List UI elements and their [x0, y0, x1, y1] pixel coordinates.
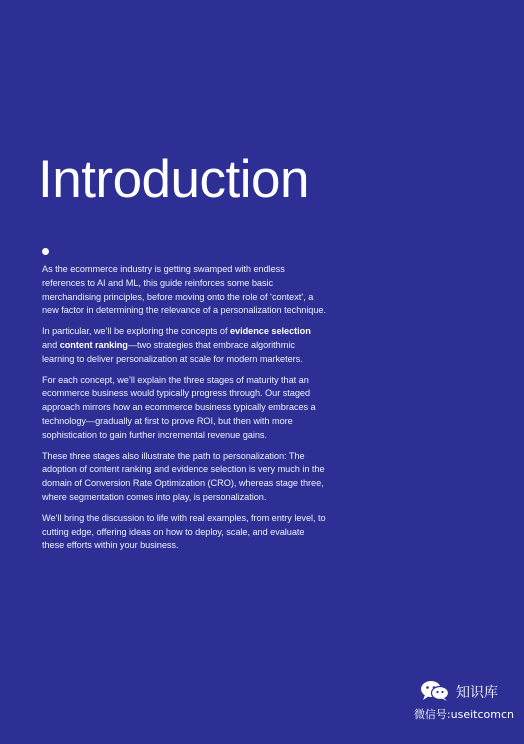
intro-body [42, 263, 327, 560]
wechat-icon [420, 680, 450, 702]
paragraph [42, 374, 327, 443]
bold-term: evidence selection [230, 326, 311, 337]
watermark [404, 680, 514, 726]
text-run: We’ll bring the discussion to life with real examples, from entry level, to cutting edge, offering ideas on how to deploy, scale, and evaluate these efforts within your business. [42, 512, 326, 551]
text-run: In particular, we’ll be exploring the concepts of [42, 326, 230, 337]
paragraph [42, 263, 327, 318]
text-run: As the ecommerce industry is getting swamped with endless references to AI and ML, this guide reinforces some basic merchandising principles, before moving onto the role of ‘context’, a new factor in determining the relevance of a personalization technique. [42, 264, 326, 316]
text-run: and [42, 339, 60, 350]
watermark-account: 微信号:useitcomcn [413, 708, 514, 721]
paragraph [42, 325, 327, 366]
watermark-brand: 知识库 [456, 685, 498, 701]
page-title: Introduction [38, 150, 309, 209]
bullet-marker [42, 248, 49, 255]
text-run: These three stages also illustrate the path to personalization: The adoption of content ranking and evidence selection is very much in the domain of Conversion Rate Optimization (CRO), whereas stage three, where segmentation comes into play, is personalization. [42, 450, 325, 502]
paragraph [42, 450, 327, 505]
text-run: —two strategies that embrace algorithmic learning to deliver personalization at scale for modern marketers. [42, 339, 303, 364]
bold-term: content ranking [59, 339, 128, 350]
paragraph [42, 512, 327, 553]
text-run: For each concept, we’ll explain the three stages of maturity that an ecommerce business would typically progress through. Our staged approach mirrors how an ecommerce business typically embraces a technology—gradually at first to prove ROI, but then with more sophistication to gain further incremental revenue gains. [42, 374, 316, 440]
